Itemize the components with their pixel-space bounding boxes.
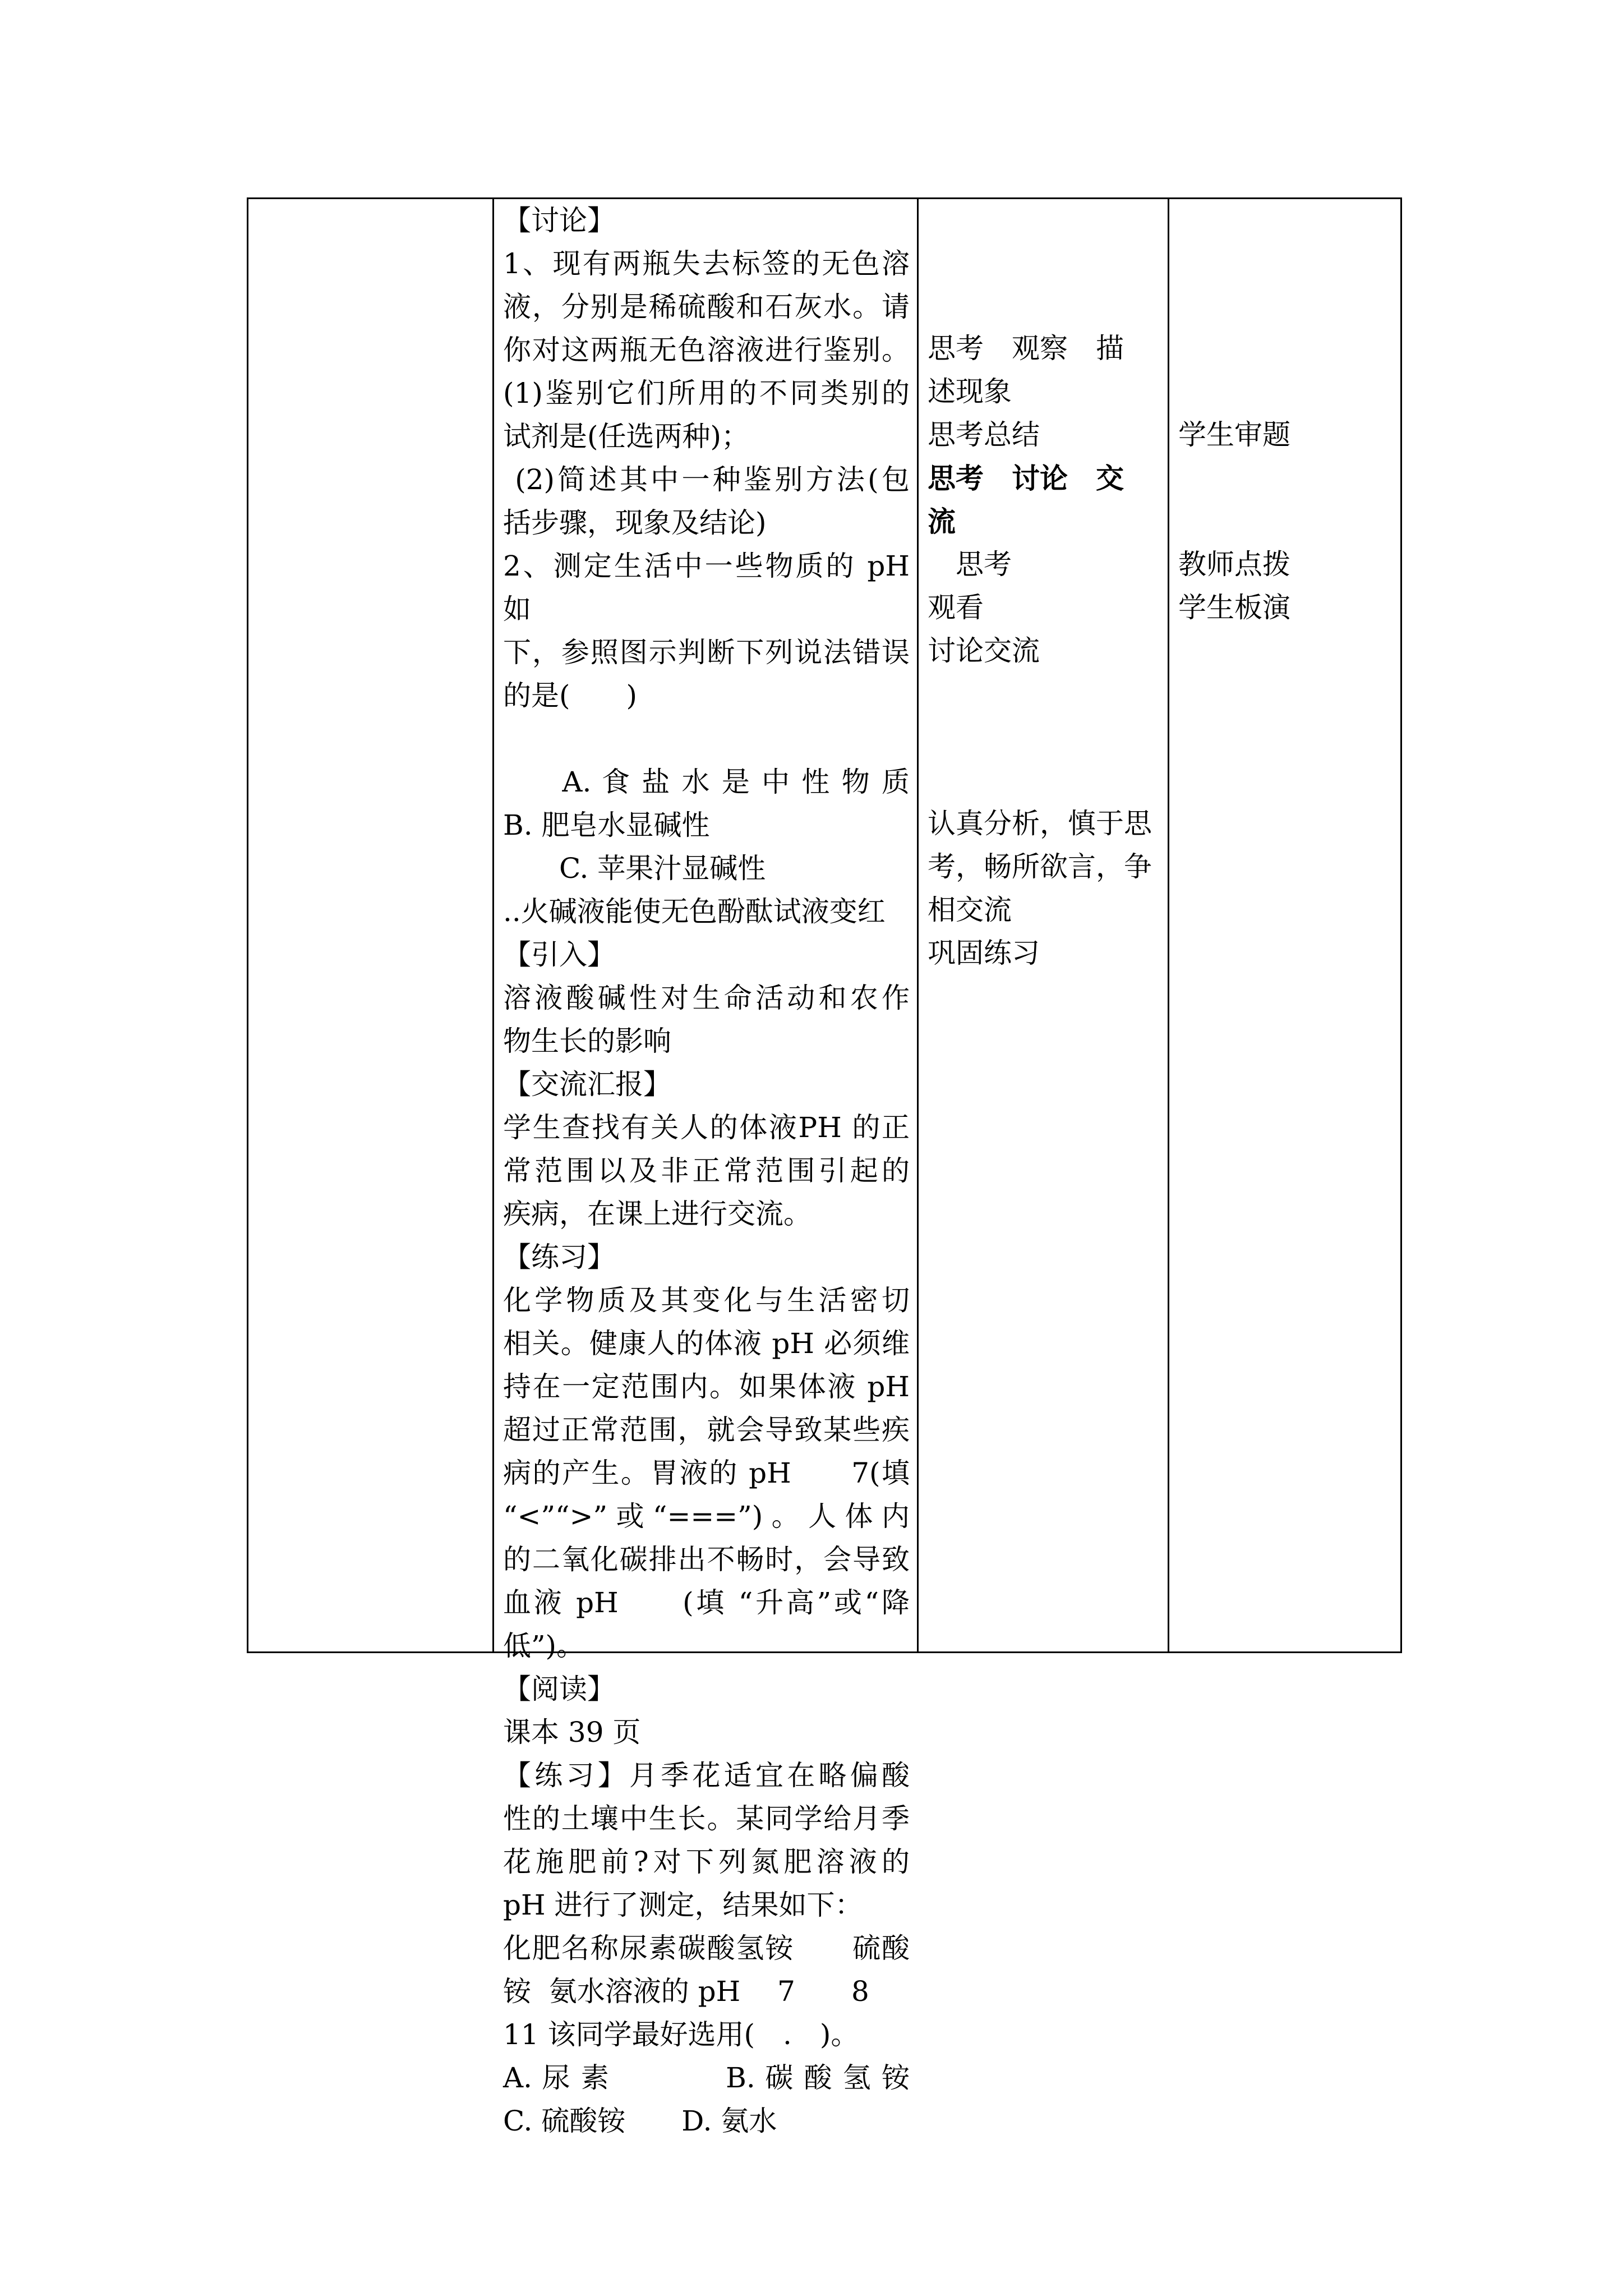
teacher-spacer [1178,457,1395,500]
section-heading-practice: 【练习】 [503,1241,615,1273]
section-heading-practice-2: 【练习】月季花适宜在略偏酸 [503,1759,910,1792]
content-line: 溶液酸碱性对生命活动和农作 [503,982,910,1014]
content-line: 花施肥前?对下列氮肥溶液的 [503,1846,910,1878]
student-activity [928,327,1160,975]
content-line: “<”“>”或“===”)。人体内 [503,1500,910,1533]
content-line: 液，分别是稀硫酸和石灰水。请 [503,291,910,323]
content-line: 你对这两瓶无色溶液进行鉴别。 [503,334,910,366]
option-line: C. 硫酸铵 D. 氨水 [503,2105,777,2137]
content-line: (2)简述其中一种鉴别方法(包 [503,463,910,496]
student-line: 思考 观察 描 [928,332,1124,365]
content-line: (1)鉴别它们所用的不同类别的 [503,377,910,409]
section-heading-report: 【交流汇报】 [503,1068,671,1101]
option-b: B. 肥皂水显碱性 [503,809,710,841]
teacher-activity-cell [1169,199,1404,1651]
teacher-line: 教师点拨 [1178,548,1290,581]
content-line: 物生长的影响 [503,1025,671,1057]
content-line: 铵 氨水溶液的 pH 7 8 [503,1975,869,2008]
section-heading-introduction: 【引入】 [503,938,615,971]
content-line: 的是( ) [503,679,638,712]
student-spacer [928,673,1160,716]
content-line: pH 进行了测定，结果如下： [503,1889,863,1921]
content-line: 的二氧化碳排出不畅时，会导致 [503,1543,910,1576]
content-line: 持在一定范围内。如果体液 pH [503,1370,910,1403]
content-spacer [503,717,910,761]
student-line: 考，畅所欲言，争 [928,850,1152,883]
student-activity-cell [919,199,1169,1651]
content-line: 11 该同学最好选用( . )。 [503,2018,859,2051]
content-line: 相关。健康人的体液 pH 必须维 [503,1327,910,1360]
option-line: A. 尿 素 B. 碳 酸 氢 铵 [503,2062,910,2094]
content-line: 低”)。 [503,1630,585,1662]
student-line: 思考总结 [928,418,1040,451]
content-line: 试剂是(任选两种)； [503,420,750,453]
content-line: 疾病，在课上进行交流。 [503,1198,811,1230]
student-spacer [928,716,1160,759]
empty-first-column [248,199,492,1651]
content-line: 病的产生。胃液的 pH 7(填 [503,1457,910,1489]
student-line-bold: 流 [928,505,956,538]
teaching-content [503,199,919,2143]
student-line: 讨论交流 [928,634,1040,667]
content-line: 下，参照图示判断下列说法错误 [503,636,910,669]
content-line: 1、现有两瓶失去标签的无色溶 [503,247,910,280]
content-line: 括步骤，现象及结论) [503,507,767,539]
content-line: 常范围以及非正常范围引起的 [503,1154,910,1187]
teacher-line: 学生板演 [1178,591,1290,624]
option-d: ..火碱液能使无色酚酞试液变红 [503,895,886,928]
teaching-content-cell [494,199,919,2137]
student-line: 认真分析，慎于思 [928,807,1152,840]
content-line: 性的土壤中生长。某同学给月季 [503,1802,910,1835]
teacher-spacer [1178,500,1395,543]
option-a: A. 食 盐 水 是 中 性 物 质 [503,766,910,798]
section-heading-discussion: 【讨论】 [503,204,615,237]
student-line: 思考 [928,548,1012,581]
option-c: C. 苹果汁显碱性 [503,852,766,885]
student-line-bold: 思考 讨论 交 [928,462,1124,495]
student-line: 观看 [928,591,984,624]
content-line: 血液 pH (填 “升高”或“降 [503,1586,910,1619]
content-line: 超过正常范围，就会导致某些疾 [503,1414,910,1446]
student-line: 相交流 [928,894,1012,926]
content-line: 课本 39 页 [503,1716,641,1749]
teacher-line: 学生审题 [1178,418,1290,451]
content-line: 学生查找有关人的体液PH 的正 [503,1111,910,1144]
student-line: 巩固练习 [928,937,1040,969]
section-heading-reading: 【阅读】 [503,1673,615,1705]
content-line: 化肥名称尿素碳酸氢铵 硫酸 [503,1932,910,1964]
content-line: 2、测定生活中一些物质的 pH 如 [503,550,919,625]
teacher-activity [1178,413,1395,629]
content-line: 化学物质及其变化与生活密切 [503,1284,910,1317]
student-line: 述现象 [928,375,1012,408]
student-spacer [928,759,1160,802]
lesson-plan-table [247,197,1402,2137]
